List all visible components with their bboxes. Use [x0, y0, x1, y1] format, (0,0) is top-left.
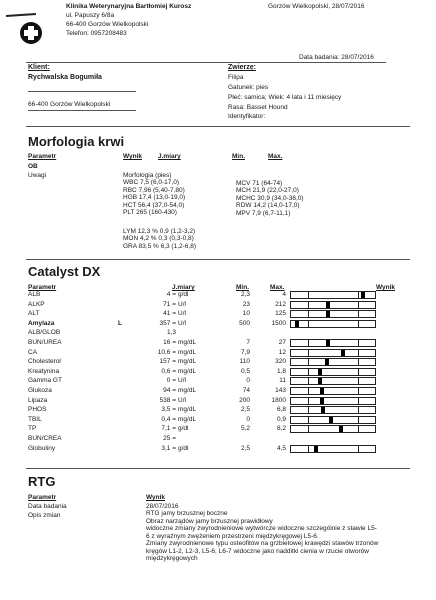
cat-max: 11 — [279, 377, 286, 385]
rtg-line: międzykręgowych — [146, 555, 198, 563]
cat-max: 320 — [275, 358, 286, 366]
client-name: Rychwalska Bogumiła — [28, 74, 102, 81]
cat-min: 2,5 — [240, 444, 250, 452]
cat-unit: g/dl — [178, 425, 189, 433]
cat-min: 2,3 — [240, 291, 250, 298]
cat-unit: U/l — [178, 319, 186, 327]
cat-range-bar — [290, 425, 376, 433]
cat-unit: U/l — [178, 310, 186, 318]
cat-result-marker — [341, 350, 345, 356]
cat-value: 94 = — [163, 387, 176, 394]
morf-h-max: Max. — [268, 153, 283, 160]
cat-min: 2,5 — [240, 406, 250, 414]
cat-unit: mg/dL — [178, 367, 197, 375]
cat-param: ALB/GLOB — [28, 329, 61, 337]
cat-max: 1500 — [271, 319, 286, 327]
cat-min: 7,9 — [240, 348, 250, 356]
cat-result-marker — [361, 292, 365, 298]
morf-line: MPV 7,9 (6,7-11,1) — [236, 209, 291, 217]
client-label: Klient: — [28, 64, 50, 71]
cat-value: 10,6 = — [157, 348, 176, 356]
cat-range-bar — [290, 397, 376, 405]
rtg-date-label: Data badania — [28, 503, 67, 510]
morf-line: MCH 21,9 (22,0-27,0) — [236, 187, 299, 195]
cat-flag: L — [118, 319, 122, 327]
morf-line: MCV 71 (64-74) — [236, 180, 283, 187]
animal-label: Zwierzę: — [228, 64, 257, 71]
morf-line: GRA 83,5 % 6,3 (1,2-6,8) — [123, 242, 196, 250]
morf-left-block — [123, 172, 185, 217]
cat-h-max: Max. — [270, 284, 285, 291]
cat-unit: mg/dL — [178, 406, 197, 414]
morf-line: HCT 56,4 (37,0-54,0) — [123, 201, 185, 209]
cat-max: 212 — [275, 300, 286, 308]
client-address: 66-400 Gorzów Wielkopolski — [28, 101, 111, 108]
cat-max: 27 — [278, 339, 286, 346]
cat-range-bar — [290, 349, 376, 357]
cat-result-marker — [295, 321, 299, 327]
morf-h-unit: J.miary — [158, 153, 181, 160]
rtg-title: RTG — [28, 474, 56, 489]
cat-param: PHOS — [28, 406, 47, 414]
cat-unit: g/dl — [178, 444, 189, 452]
cat-min: 0,5 — [240, 367, 250, 375]
cat-param: BUN/UREA — [28, 339, 62, 346]
cat-value: 7,1 = — [161, 425, 176, 433]
cat-range-bar — [290, 339, 376, 347]
cat-value: 0,4 = — [161, 415, 176, 423]
morf-diff-block — [123, 228, 196, 250]
cat-result-marker — [318, 378, 322, 384]
logo-stroke — [6, 13, 36, 17]
cat-result-marker — [318, 369, 322, 375]
cat-range-bar — [290, 310, 376, 318]
cat-max: 0,9 — [276, 415, 286, 423]
animal-breed: Rasa: Basset Hound — [228, 104, 288, 111]
cat-h-unit: J.miary — [172, 284, 195, 291]
cat-value: 1,3 — [166, 329, 176, 337]
cat-unit: g/dl — [178, 291, 189, 298]
cat-range-bar — [290, 377, 376, 385]
morf-ob: OB — [28, 163, 38, 170]
cat-min: 110 — [239, 358, 250, 366]
cat-unit: mg/dL — [178, 358, 197, 366]
cat-result-marker — [320, 388, 324, 394]
cat-max: 4,5 — [276, 444, 286, 452]
cat-result-marker — [339, 426, 343, 432]
cat-min: 74 — [242, 387, 250, 394]
morf-line: HGB 17,4 (13,0-19,0) — [123, 194, 186, 202]
morf-line: PLT 265 (160-430) — [123, 209, 177, 217]
rtg-line: RTG jamy brzusznej boczne — [146, 510, 228, 518]
cat-value: 538 = — [159, 396, 176, 404]
cat-min: 23 — [242, 300, 250, 308]
morf-line: LYM 12,3 % 0,9 (1,2-3,2) — [123, 228, 196, 235]
cat-h-wynik: Wynik — [376, 284, 396, 291]
cat-param: Kreatynina — [28, 367, 60, 375]
rtg-line: kręgów L1-2, L2-3, L5-6, L6-7 widoczne jako nadditki cienia w rzucie otworów — [146, 547, 369, 555]
cat-unit: mg/dL — [178, 387, 197, 394]
cat-range-bar — [290, 406, 376, 414]
cat-max: 12 — [278, 348, 286, 356]
cat-unit: U/l — [178, 300, 186, 308]
cat-min: 500 — [239, 319, 250, 327]
cat-result-marker — [314, 446, 318, 452]
cat-result-marker — [325, 359, 329, 365]
clinic-street: ul. Papuszy 6/8a — [66, 12, 115, 19]
cat-unit: mg/dL — [178, 415, 197, 423]
cat-min: 0 — [246, 415, 250, 423]
cat-value: 41 = — [163, 310, 176, 318]
cat-param: CA — [28, 348, 38, 356]
exam-date: Data badania: 28/07/2016 — [299, 54, 374, 61]
cat-range-bar — [290, 291, 376, 299]
cat-result-marker — [320, 398, 324, 404]
cat-max: 125 — [275, 310, 286, 318]
cat-max: 6,8 — [276, 406, 286, 414]
cat-min: 0 — [246, 377, 250, 385]
cat-range-bar — [290, 387, 376, 395]
cat-value: 157 = — [159, 358, 176, 366]
cat-range-bar — [290, 445, 376, 453]
morfologia-title: Morfologia krwi — [28, 134, 125, 149]
rtg-text-block — [146, 503, 378, 563]
cat-result-marker — [326, 340, 330, 346]
cat-result-marker — [326, 302, 330, 308]
cat-param: Cholesterol — [28, 358, 61, 366]
rtg-h-param: Parametr — [28, 494, 57, 501]
morf-line: Morfologia (pies) — [123, 172, 172, 179]
cat-value: 357 = — [159, 319, 176, 327]
cat-value: 3,1 = — [161, 444, 176, 452]
rtg-desc-label: Opis zmian — [28, 512, 61, 519]
animal-id: Identyfikator: — [228, 113, 266, 120]
cat-value: 16 = — [163, 339, 176, 346]
cat-value: 25 = — [163, 435, 176, 442]
cat-min: 7 — [246, 339, 250, 346]
cat-max: 1800 — [271, 396, 286, 404]
clinic-logo — [20, 22, 42, 44]
morf-uwagi: Uwagi — [28, 172, 47, 179]
cat-max: 8,2 — [276, 425, 286, 433]
cat-result-marker — [326, 311, 330, 317]
morf-line: RBC 7,96 (5,40-7,80) — [123, 186, 185, 194]
cat-max: 4 — [282, 291, 286, 298]
cat-range-bar — [290, 358, 376, 366]
morf-line: MCHC 30,9 (34,0-36,0) — [236, 194, 304, 202]
clinic-phone: Telefon: 0957208483 — [66, 30, 127, 37]
cat-param: ALB — [28, 291, 41, 298]
rtg-line: 6 z wyraźnym zwężeniem przestrzeni międzykręgowej L5-6. — [146, 532, 319, 540]
morf-h-result: Wynik — [123, 153, 143, 160]
morf-h-param: Parametr — [28, 153, 57, 160]
cat-unit: U/l — [178, 377, 186, 385]
morf-right-block — [236, 180, 304, 217]
cat-min: 200 — [239, 396, 250, 404]
animal-species: Gatunek: pies — [228, 84, 269, 91]
cat-param: Amylaza — [28, 319, 55, 327]
animal-name: Filipa — [228, 74, 244, 81]
cat-param: TBIL — [28, 415, 42, 423]
cat-range-bar — [290, 416, 376, 424]
cat-param: Lipaza — [28, 396, 48, 404]
clinic-name: Klinika Weterynaryjna Bartłomiej Kurosz — [66, 3, 192, 10]
rtg-line: Obraz narządów jamy brzusznej prawidłowy — [146, 517, 273, 525]
cat-min: 10 — [242, 310, 250, 318]
cat-h-min: Min. — [236, 284, 249, 291]
cat-value: 71 = — [163, 300, 176, 308]
cat-h-param: Parametr — [28, 284, 57, 291]
rtg-line: Zmiany zwyrodnienowe typu osteofitów na grzbietowej krawędzi stawów trzonów — [146, 540, 379, 548]
cat-result-marker — [329, 417, 333, 423]
rtg-h-result: Wynik — [146, 494, 166, 501]
cat-value: 0 = — [166, 377, 176, 385]
cat-range-bar — [290, 368, 376, 376]
cat-value: 0,6 = — [161, 367, 176, 375]
morf-h-min: Min. — [232, 153, 245, 160]
cat-param: Globuliny — [28, 444, 56, 452]
cat-max: 143 — [275, 387, 286, 394]
morf-line: WBC 7,5 (6,0-17,0) — [123, 179, 179, 187]
cat-unit: mg/dL — [178, 339, 197, 346]
cat-param: BUN/CREA — [28, 435, 62, 442]
cat-unit: mg/dL — [178, 348, 197, 356]
animal-sex-age: Płeć: samica; Wiek: 4 lata i 11 miesięcy — [228, 94, 342, 101]
catalyst-title: Catalyst DX — [28, 264, 101, 279]
cat-param: Gamma GT — [28, 377, 62, 385]
cat-range-bar — [290, 301, 376, 309]
cat-param: ALKP — [28, 300, 45, 308]
cat-param: Glukoza — [28, 387, 52, 394]
place-date: Gorzów Wielkopolski, 28/07/2016 — [268, 3, 365, 10]
cat-range-bar — [290, 320, 376, 328]
cat-min: 5,2 — [240, 425, 250, 433]
cat-unit: U/l — [178, 396, 186, 404]
rtg-line: 28/07/2016 — [146, 503, 179, 510]
morf-line: MON 4,2 % 0,3 (0,3-0,8) — [123, 235, 194, 243]
cat-param: TP — [28, 425, 37, 433]
cat-max: 1,8 — [276, 367, 286, 375]
cat-value: 4 = — [166, 291, 176, 298]
cat-value: 3,5 = — [161, 406, 176, 414]
cat-result-marker — [321, 407, 325, 413]
clinic-city: 66-400 Gorzów Wielkopolski — [66, 21, 149, 28]
rtg-line: widoczne zmiany zwyrodnieniowe wytwórcze widoczne szczególnie z stawie L5- — [146, 525, 377, 533]
morf-line: RDW 14,2 (14,0-17,0) — [236, 202, 300, 210]
cat-param: ALT — [28, 310, 40, 318]
